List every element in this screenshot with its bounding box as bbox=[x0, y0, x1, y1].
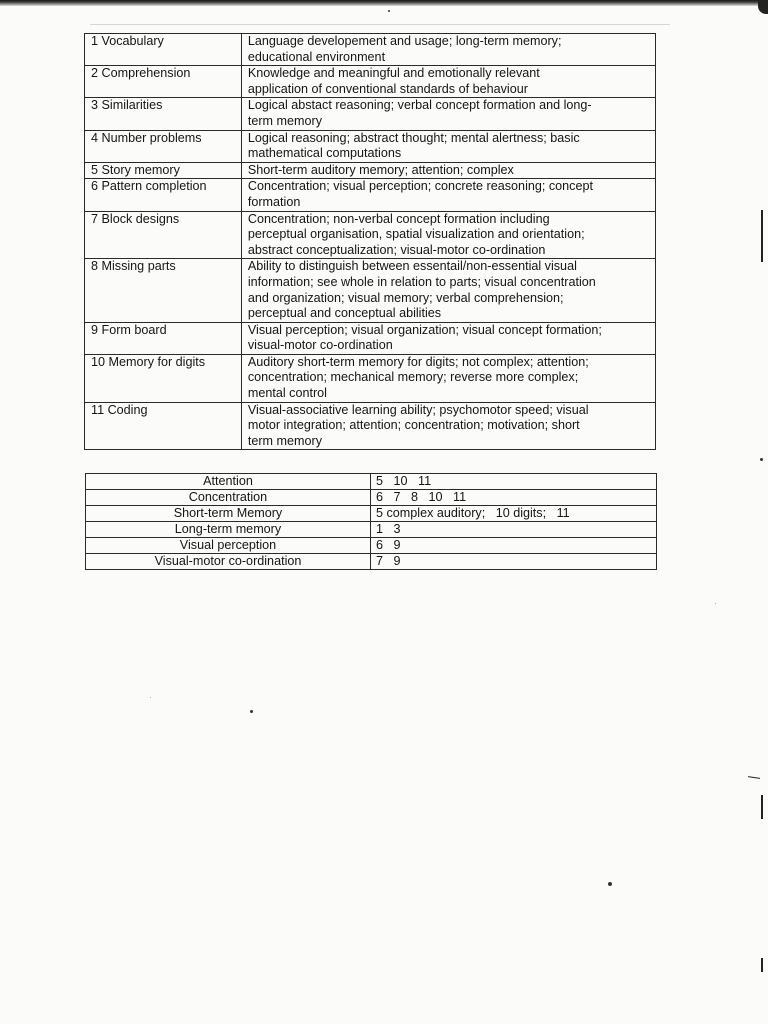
summary-items: 5 10 11 bbox=[371, 474, 657, 490]
table-row bbox=[85, 179, 656, 211]
description-line: Ability to distinguish between essentail/non-essential visual bbox=[247, 259, 577, 274]
summary-table bbox=[85, 473, 657, 570]
subtest-description bbox=[241, 354, 655, 402]
scan-speck bbox=[388, 10, 390, 12]
margin-mark bbox=[748, 776, 760, 779]
subtest-description bbox=[241, 130, 655, 162]
margin-mark bbox=[761, 795, 763, 819]
summary-area: Attention bbox=[86, 474, 371, 490]
table-row bbox=[86, 506, 657, 522]
table-row bbox=[86, 474, 657, 490]
subtest-name: 6 Pattern completion bbox=[85, 179, 242, 211]
subtest-description bbox=[241, 66, 655, 98]
description-line: perceptual organisation, spatial visualization and orientation; bbox=[247, 227, 585, 242]
description-line: Auditory short-term memory for digits; not complex; attention; bbox=[247, 354, 589, 369]
summary-items: 5 complex auditory; 10 digits; 11 bbox=[371, 506, 657, 522]
margin-mark bbox=[761, 958, 763, 972]
table-row bbox=[85, 98, 656, 130]
table-row bbox=[85, 402, 656, 450]
description-line: Concentration; visual perception; concrete reasoning; concept bbox=[247, 179, 593, 194]
description-line: and organization; visual memory; verbal comprehension; bbox=[247, 290, 564, 305]
summary-area: Concentration bbox=[86, 490, 371, 506]
summary-items: 7 9 bbox=[371, 554, 657, 570]
description-line: Logical reasoning; abstract thought; mental alertness; basic bbox=[247, 130, 580, 145]
subtest-name: 11 Coding bbox=[85, 402, 242, 450]
table-row bbox=[85, 211, 656, 259]
description-line: Concentration; non-verbal concept formation including bbox=[247, 211, 550, 226]
table-row bbox=[85, 259, 656, 322]
description-line: Short-term auditory memory; attention; complex bbox=[247, 162, 514, 177]
table-row bbox=[86, 554, 657, 570]
description-line: Knowledge and meaningful and emotionally relevant bbox=[247, 66, 540, 81]
subtest-name: 9 Form board bbox=[85, 322, 242, 354]
scan-speck bbox=[760, 458, 763, 461]
description-line: term memory bbox=[247, 113, 323, 128]
margin-mark bbox=[761, 210, 763, 262]
description-line: application of conventional standards of behaviour bbox=[247, 81, 528, 96]
subtest-name: 8 Missing parts bbox=[85, 259, 242, 322]
table-row bbox=[85, 322, 656, 354]
description-line: information; see whole in relation to parts; visual concentration bbox=[247, 274, 596, 289]
summary-items: 6 9 bbox=[371, 538, 657, 554]
subtest-name: 10 Memory for digits bbox=[85, 354, 242, 402]
summary-area: Long-term memory bbox=[86, 522, 371, 538]
table-row bbox=[85, 130, 656, 162]
subtest-description bbox=[241, 322, 655, 354]
table-row bbox=[85, 66, 656, 98]
table-row bbox=[85, 34, 656, 66]
description-line: Visual perception; visual organization; visual concept formation; bbox=[247, 322, 602, 337]
subtests-table bbox=[84, 33, 656, 450]
description-line: perceptual and conceptual abilities bbox=[247, 306, 442, 321]
description-line: Language developement and usage; long-term memory; bbox=[247, 34, 562, 48]
description-line: Logical abstact reasoning; verbal concept formation and long- bbox=[247, 98, 592, 113]
table-row bbox=[86, 490, 657, 506]
subtest-description bbox=[241, 211, 655, 259]
scan-line bbox=[90, 24, 670, 25]
description-line: term memory bbox=[247, 433, 323, 448]
description-line: formation bbox=[247, 194, 301, 209]
description-line: visual-motor co-ordination bbox=[247, 338, 393, 353]
description-line: mathematical computations bbox=[247, 146, 402, 161]
description-line: abstract conceptualization; visual-motor co-ordination bbox=[247, 242, 546, 257]
scan-speck bbox=[250, 710, 253, 713]
subtest-description bbox=[241, 162, 655, 179]
subtest-description bbox=[241, 98, 655, 130]
table-row bbox=[85, 162, 656, 179]
summary-area: Visual-motor co-ordination bbox=[86, 554, 371, 570]
summary-area: Visual perception bbox=[86, 538, 371, 554]
scan-speck bbox=[715, 603, 716, 604]
table-row bbox=[86, 538, 657, 554]
subtest-description bbox=[241, 402, 655, 450]
scan-speck bbox=[608, 882, 612, 886]
subtest-description bbox=[241, 259, 655, 322]
subtest-description bbox=[241, 179, 655, 211]
description-line: motor integration; attention; concentration; motivation; short bbox=[247, 418, 580, 433]
table-row bbox=[86, 522, 657, 538]
description-line: mental control bbox=[247, 386, 327, 401]
subtest-name: 5 Story memory bbox=[85, 162, 242, 179]
summary-area: Short-term Memory bbox=[86, 506, 371, 522]
table-row bbox=[85, 354, 656, 402]
description-line: educational environment bbox=[247, 49, 386, 64]
summary-items: 1 3 bbox=[371, 522, 657, 538]
subtest-name: 3 Similarities bbox=[85, 98, 242, 130]
description-line: Visual-associative learning ability; psychomotor speed; visual bbox=[247, 402, 589, 417]
scan-speck bbox=[150, 697, 151, 698]
subtest-name: 2 Comprehension bbox=[85, 66, 242, 98]
subtest-name: 7 Block designs bbox=[85, 211, 242, 259]
subtest-description bbox=[241, 34, 655, 66]
scan-top-edge bbox=[0, 0, 768, 6]
subtest-name: 4 Number problems bbox=[85, 130, 242, 162]
description-line: concentration; mechanical memory; reverse more complex; bbox=[247, 370, 579, 385]
summary-items: 6 7 8 10 11 bbox=[371, 490, 657, 506]
subtest-name: 1 Vocabulary bbox=[85, 34, 242, 66]
